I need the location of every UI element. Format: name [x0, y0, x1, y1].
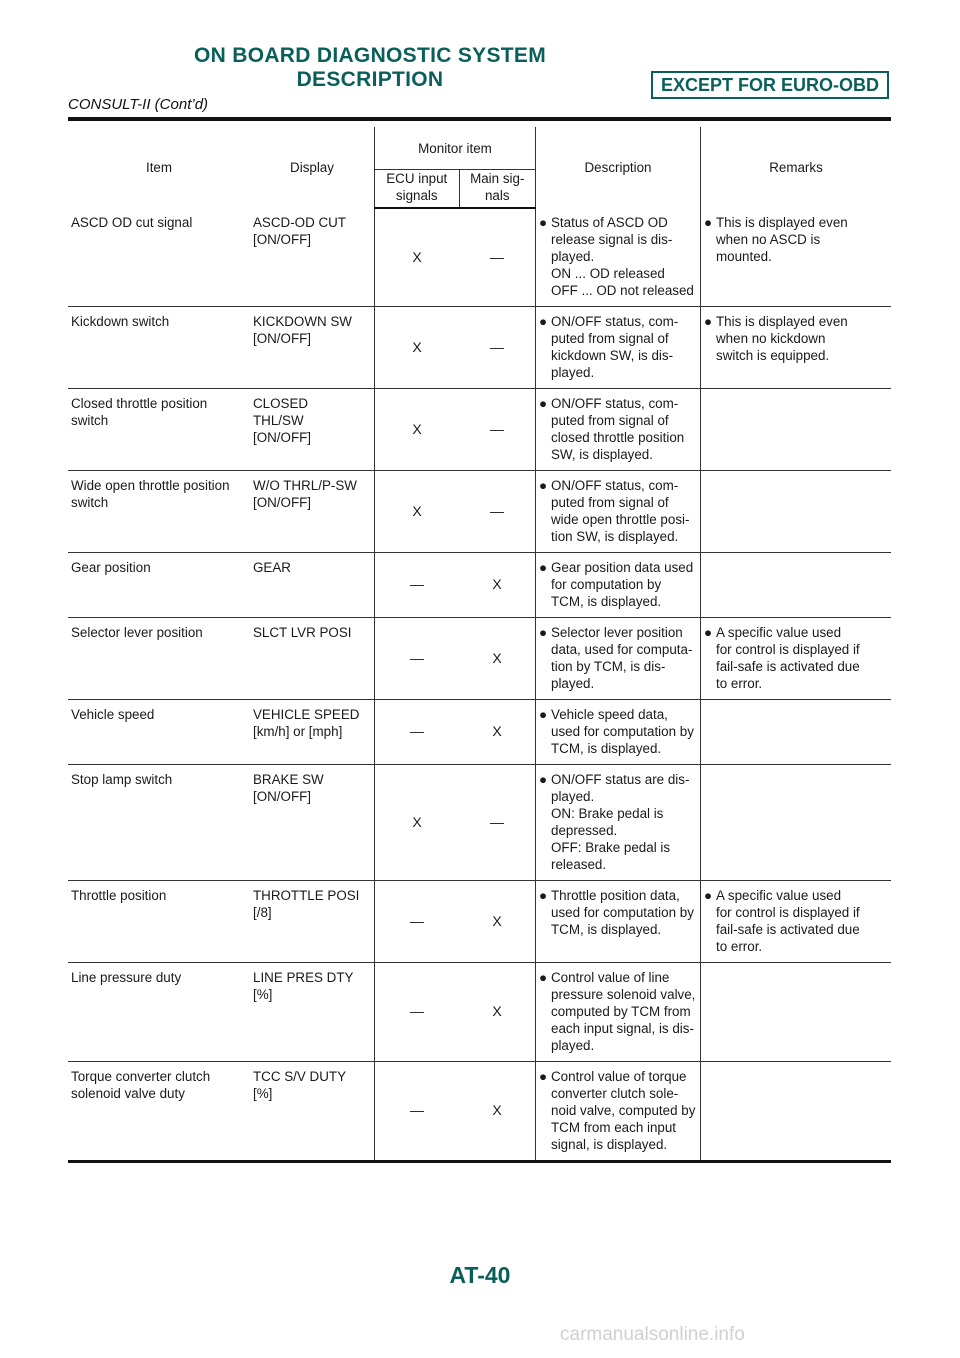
display-text: CLOSED THL/SW [ON/OFF] [253, 396, 312, 445]
table-row [68, 1062, 891, 1162]
header-display: Display [290, 160, 334, 175]
cell-description [536, 307, 701, 389]
cell-main-signals: X [459, 1062, 536, 1162]
bullet-icon: ● [539, 707, 548, 722]
cell-remarks [701, 471, 892, 553]
cell-display [250, 471, 375, 553]
table-row [68, 765, 891, 881]
cell-main-signals: — [459, 471, 536, 553]
cell-main-signals: X [459, 881, 536, 963]
bullet-icon: ● [539, 215, 548, 230]
page-number: AT-40 [449, 1262, 511, 1288]
cell-main-signals: — [459, 765, 536, 881]
cell-remarks [701, 963, 892, 1062]
item-text: ASCD OD cut signal [71, 215, 193, 230]
cell-main-signals: — [459, 307, 536, 389]
page-header [0, 0, 960, 120]
cell-remarks [701, 553, 892, 618]
bullet-icon: ● [539, 625, 548, 640]
description-bullet-item [539, 887, 697, 938]
cell-display [250, 553, 375, 618]
cell-remarks [701, 881, 892, 963]
cell-item [68, 765, 250, 881]
cell-description [536, 553, 701, 618]
cell-remarks [701, 700, 892, 765]
item-text: Wide open throttle position switch [71, 478, 230, 510]
description-text: Control value of line pressure solenoid valve, computed by TCM from each input signal, is dis- played. [551, 970, 696, 1053]
header-ecu-input: ECU input signals [375, 170, 460, 209]
description-text: Gear position data used for computation by TCM, is displayed. [551, 560, 694, 609]
table-row [68, 208, 891, 307]
cell-main-signals: — [459, 208, 536, 307]
description-bullet-item [539, 559, 697, 610]
section-title-line1: ON BOARD DIAGNOSTIC SYSTEM [194, 44, 546, 67]
monitor-item-table [68, 127, 891, 1163]
header-description: Description [536, 127, 701, 208]
cell-description [536, 471, 701, 553]
remarks-text: This is displayed even when no kickdown switch is equipped. [716, 314, 848, 363]
display-text: W/O THRL/P-SW [ON/OFF] [253, 478, 357, 510]
bullet-icon: ● [539, 1069, 548, 1084]
table-row [68, 471, 891, 553]
cell-ecu-input: X [375, 389, 460, 471]
cell-description [536, 389, 701, 471]
description-bullet-item [539, 706, 697, 757]
cell-description [536, 700, 701, 765]
remarks-text: This is displayed even when no ASCD is mounted. [716, 215, 848, 264]
display-text: SLCT LVR POSI [253, 625, 352, 640]
cell-description [536, 881, 701, 963]
cell-ecu-input: X [375, 471, 460, 553]
description-bullet-item [539, 1068, 697, 1153]
remarks-bullet-item [704, 887, 888, 955]
table-row [68, 963, 891, 1062]
remarks-bullet-item [704, 313, 888, 364]
remarks-text: A specific value used for control is displayed if fail-safe is activated due to error. [716, 625, 860, 691]
description-bullet-item [539, 969, 697, 1054]
display-text: LINE PRES DTY [%] [253, 970, 354, 1002]
cell-item [68, 208, 250, 307]
item-text: Vehicle speed [71, 707, 155, 722]
remarks-bullet-item [704, 624, 888, 692]
cell-main-signals: X [459, 700, 536, 765]
description-bullet-item [539, 214, 697, 299]
item-text: Gear position [71, 560, 151, 575]
table-row [68, 881, 891, 963]
table-row [68, 618, 891, 700]
cell-main-signals: X [459, 553, 536, 618]
cell-ecu-input: — [375, 963, 460, 1062]
header-item: Item [145, 160, 173, 175]
display-text: GEAR [253, 560, 291, 575]
cell-display [250, 389, 375, 471]
cell-item [68, 1062, 250, 1162]
table-row [68, 389, 891, 471]
bullet-icon: ● [539, 478, 548, 493]
bullet-icon: ● [539, 396, 548, 411]
cell-remarks [701, 208, 892, 307]
display-text: KICKDOWN SW [ON/OFF] [253, 314, 352, 346]
cell-ecu-input: X [375, 307, 460, 389]
watermark: carmanualsonline.info [560, 1324, 745, 1345]
cell-description [536, 765, 701, 881]
header-rule [68, 117, 891, 121]
cell-display [250, 881, 375, 963]
display-text: VEHICLE SPEED [km/h] or [mph] [253, 707, 360, 739]
cell-display [250, 700, 375, 765]
cell-item [68, 389, 250, 471]
description-text: ON/OFF status, com- puted from signal of closed throttle position SW, is displayed. [551, 396, 685, 462]
table-row [68, 700, 891, 765]
description-bullet-item [539, 771, 697, 873]
description-text: ON/OFF status are dis- played. ON: Brake pedal is depressed. OFF: Brake pedal is released. [551, 772, 690, 872]
description-text: Status of ASCD OD release signal is dis- played. ON ... OD released OFF ... OD not released [551, 215, 694, 298]
table-body [68, 208, 891, 1162]
description-text: ON/OFF status, com- puted from signal of kickdown SW, is dis- played. [551, 314, 679, 380]
cell-ecu-input: — [375, 881, 460, 963]
item-text: Stop lamp switch [71, 772, 173, 787]
cell-main-signals: — [459, 389, 536, 471]
remarks-bullet-item [704, 214, 888, 265]
cell-ecu-input: X [375, 208, 460, 307]
scope-badge: EXCEPT FOR EURO-OBD [651, 71, 889, 99]
cell-item [68, 307, 250, 389]
description-bullet-item [539, 624, 697, 692]
header-remarks: Remarks [701, 127, 892, 208]
description-text: Vehicle speed data, used for computation by TCM, is displayed. [551, 707, 694, 756]
cell-description [536, 963, 701, 1062]
table-row [68, 553, 891, 618]
cell-ecu-input: X [375, 765, 460, 881]
cell-item [68, 700, 250, 765]
cell-item [68, 553, 250, 618]
cell-remarks [701, 765, 892, 881]
bullet-icon: ● [704, 625, 713, 640]
cell-main-signals: X [459, 963, 536, 1062]
cell-item [68, 881, 250, 963]
cell-ecu-input: — [375, 553, 460, 618]
item-text: Torque converter clutch solenoid valve duty [71, 1069, 211, 1101]
cell-description [536, 618, 701, 700]
cell-display [250, 765, 375, 881]
cell-description [536, 208, 701, 307]
bullet-icon: ● [539, 314, 548, 329]
cell-item [68, 618, 250, 700]
cell-ecu-input: — [375, 700, 460, 765]
cell-ecu-input: — [375, 618, 460, 700]
section-title [70, 44, 670, 92]
description-text: Throttle position data, used for computation by TCM, is displayed. [551, 888, 694, 937]
bullet-icon: ● [539, 888, 548, 903]
cell-remarks [701, 618, 892, 700]
bullet-icon: ● [539, 970, 548, 985]
cell-remarks [701, 389, 892, 471]
cell-description [536, 1062, 701, 1162]
section-subtitle: CONSULT-II (Cont’d) [68, 96, 209, 113]
display-text: TCC S/V DUTY [%] [253, 1069, 346, 1101]
bullet-icon: ● [704, 314, 713, 329]
header-monitor-item: Monitor item [375, 127, 536, 170]
cell-display [250, 618, 375, 700]
bullet-icon: ● [704, 215, 713, 230]
cell-display [250, 208, 375, 307]
cell-item [68, 963, 250, 1062]
bullet-icon: ● [539, 772, 548, 787]
bullet-icon: ● [539, 560, 548, 575]
header-main-signals: Main sig- nals [459, 170, 536, 209]
cell-main-signals: X [459, 618, 536, 700]
remarks-text: A specific value used for control is displayed if fail-safe is activated due to error. [716, 888, 860, 954]
description-text: ON/OFF status, com- puted from signal of wide open throttle posi- tion SW, is displayed. [551, 478, 690, 544]
description-text: Control value of torque converter clutch sole- noid valve, computed by TCM from each input signal, is displayed. [551, 1069, 696, 1152]
cell-ecu-input: — [375, 1062, 460, 1162]
section-title-line2: DESCRIPTION [296, 68, 444, 91]
description-text: Selector lever position data, used for computa- tion by TCM, is dis- played. [551, 625, 693, 691]
display-text: THROTTLE POSI [/8] [253, 888, 360, 920]
cell-remarks [701, 1062, 892, 1162]
item-text: Closed throttle position switch [71, 396, 208, 428]
cell-display [250, 963, 375, 1062]
item-text: Selector lever position [71, 625, 203, 640]
item-text: Line pressure duty [71, 970, 182, 985]
bullet-icon: ● [704, 888, 713, 903]
table-row [68, 307, 891, 389]
description-bullet-item [539, 313, 697, 381]
cell-remarks [701, 307, 892, 389]
description-bullet-item [539, 395, 697, 463]
cell-item [68, 471, 250, 553]
item-text: Kickdown switch [71, 314, 170, 329]
display-text: ASCD-OD CUT [ON/OFF] [253, 215, 346, 247]
cell-display [250, 307, 375, 389]
description-bullet-item [539, 477, 697, 545]
item-text: Throttle position [71, 888, 167, 903]
display-text: BRAKE SW [ON/OFF] [253, 772, 324, 804]
cell-display [250, 1062, 375, 1162]
